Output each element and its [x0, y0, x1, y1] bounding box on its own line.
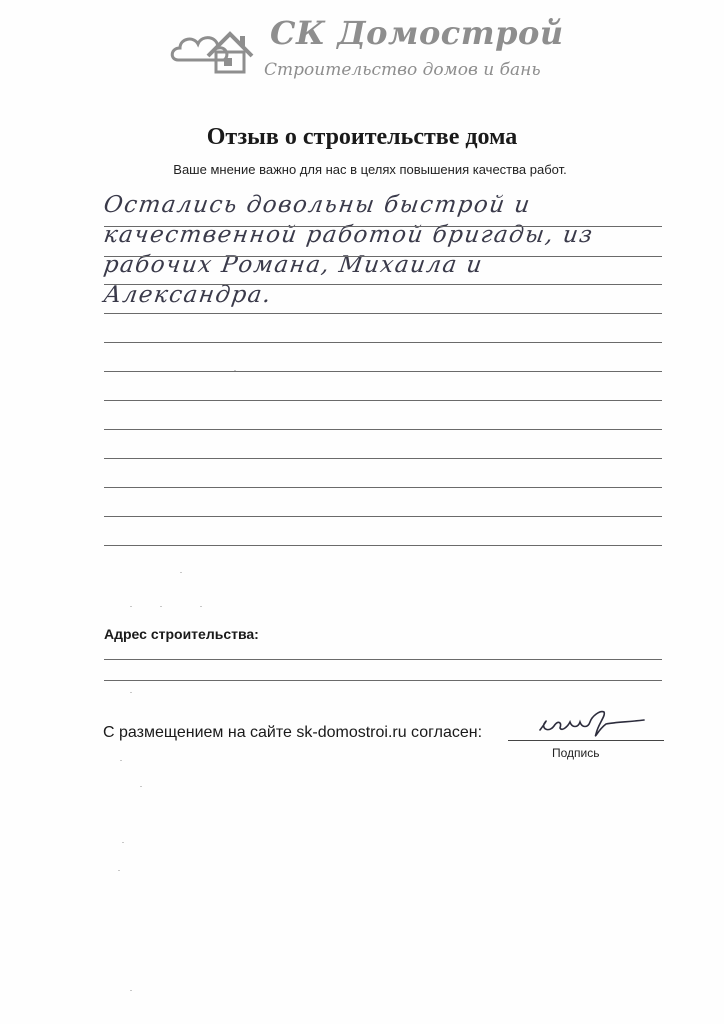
- address-label: Адрес строительства:: [104, 626, 259, 642]
- signature-caption: Подпись: [552, 746, 600, 760]
- ruled-line: [104, 400, 662, 401]
- ruled-line: [104, 429, 662, 430]
- scan-speck: [180, 572, 182, 573]
- company-tagline: Строительство домов и бань: [264, 60, 541, 80]
- scan-speck: [140, 786, 142, 787]
- ruled-line: [104, 284, 662, 285]
- review-line-2: качественной работой бригады, из: [102, 222, 596, 248]
- ruled-line: [104, 226, 662, 227]
- ruled-line: [104, 458, 662, 459]
- ruled-line: [104, 545, 662, 546]
- scan-speck: [118, 870, 120, 871]
- scan-speck: [234, 370, 236, 371]
- ruled-line: [104, 516, 662, 517]
- ruled-line: [104, 342, 662, 343]
- scan-speck: [122, 842, 124, 843]
- scan-speck: [130, 692, 132, 693]
- page-subtitle: Ваше мнение важно для нас в целях повышения качества работ.: [173, 162, 567, 177]
- scan-speck: [130, 990, 132, 991]
- company-name: СК Домострой: [270, 14, 564, 52]
- signature-line: [508, 740, 664, 741]
- review-line-3: рабочих Романа, Михаила и: [102, 252, 485, 278]
- scan-speck: [160, 606, 162, 607]
- company-logo: [168, 8, 564, 88]
- address-line: [104, 659, 662, 660]
- scan-speck: [130, 606, 132, 607]
- ruled-line: [104, 256, 662, 257]
- consent-statement: С размещением на сайте sk-domostroi.ru согласен:: [103, 724, 483, 741]
- ruled-line: [104, 487, 662, 488]
- handwritten-signature: [532, 700, 652, 744]
- scan-speck: [200, 606, 202, 607]
- house-clouds-icon: [168, 16, 268, 76]
- ruled-line: [104, 313, 662, 314]
- page-title: Отзыв о строительстве дома: [206, 124, 518, 150]
- review-line-4: Александра.: [102, 282, 274, 308]
- scan-speck: [120, 760, 122, 761]
- review-line-1: Остались довольны быстрой и: [102, 192, 533, 218]
- address-line: [104, 680, 662, 681]
- ruled-line: [104, 371, 662, 372]
